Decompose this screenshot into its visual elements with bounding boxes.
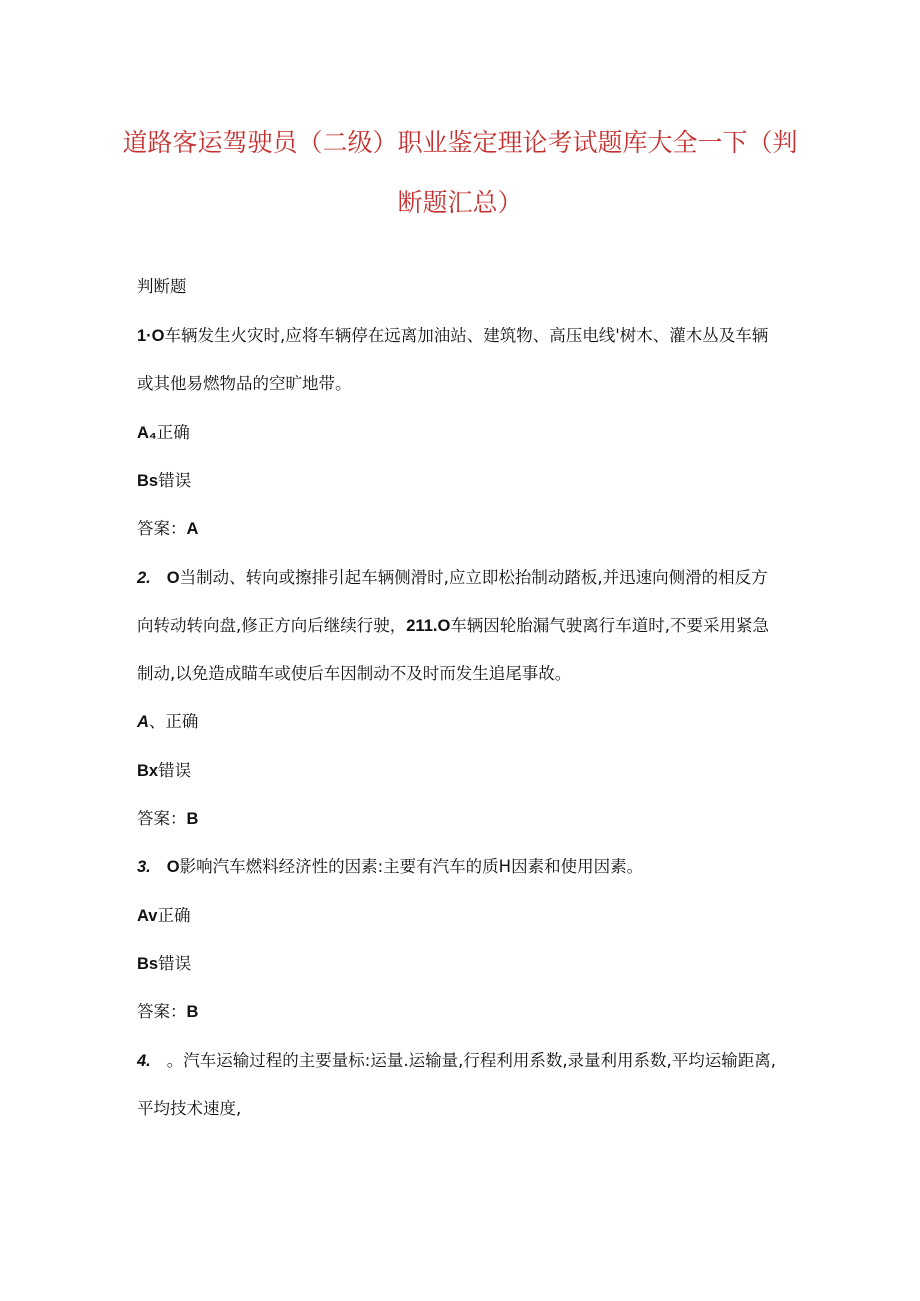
document-title-line-2: 断题汇总）: [397, 188, 523, 217]
question-3-option-a: [137, 905, 190, 927]
answer-label: 答案：: [137, 809, 187, 828]
question-1-option-b: [137, 470, 191, 492]
question-2-line-2: [137, 615, 769, 637]
option-a-text: 正确: [157, 906, 191, 925]
option-a-text: 正确: [156, 423, 190, 442]
question-2-line-1: [137, 567, 768, 589]
answer-value: B: [186, 1003, 199, 1021]
question-3-option-b: [137, 953, 191, 975]
question-2-inline-number: 211.O: [406, 617, 451, 635]
answer-value: B: [186, 810, 199, 828]
question-1-option-a: [137, 422, 190, 444]
document-title-line-1: 道路客运驾驶员（二级）职业鉴定理论考试题库大全一下（判: [122, 128, 798, 157]
question-2-text-a: 向转动转向盘,修正方向后继续行驶，: [137, 616, 407, 635]
question-4-lead: 。: [166, 1051, 184, 1070]
question-1-line-1: [137, 325, 768, 347]
option-a-prefix: A: [137, 713, 149, 731]
question-3-lead: O: [166, 858, 180, 876]
question-2-answer: [137, 808, 198, 830]
question-4-line-2: 平均技术速度,: [137, 1099, 242, 1118]
question-2-number: 2.: [137, 569, 151, 587]
question-2-text-b: 车辆因轮胎漏气驶离行车道时,不要采用紧急: [450, 616, 770, 635]
question-2-lead: O: [166, 569, 180, 587]
option-b-text: 错误: [158, 954, 192, 973]
option-a-prefix: A₄: [137, 424, 157, 442]
question-4-number: 4.: [137, 1052, 151, 1070]
question-2-option-a: [137, 711, 198, 733]
option-b-text: 错误: [158, 471, 192, 490]
question-2-option-b: [137, 760, 191, 782]
answer-value: A: [186, 520, 199, 538]
option-b-prefix: Bx: [137, 762, 159, 780]
question-1-answer: [137, 518, 198, 540]
question-1-number: 1·O: [137, 327, 165, 345]
option-b-prefix: Bs: [137, 955, 159, 973]
question-4-line-1: [137, 1050, 776, 1072]
option-b-prefix: Bs: [137, 472, 159, 490]
option-a-prefix: Av: [137, 907, 158, 925]
option-a-text: 、正确: [148, 712, 199, 731]
question-3-line-1: [137, 856, 643, 878]
question-1-line-2: 或其他易燃物品的空旷地带。: [137, 374, 352, 393]
question-1-text: 车辆发生火灾时,应将车辆停在远离加油站、建筑物、高压电线'树木、灌木丛及车辆: [164, 326, 769, 345]
answer-label: 答案：: [137, 1002, 187, 1021]
question-2-text: 当制动、转向或擦排引起车辆侧滑时,应立即松抬制动踏板,并迅速向侧滑的相反方: [179, 568, 768, 587]
section-heading: 判断题: [137, 277, 187, 296]
question-2-line-3: 制动,以免造成瞄车或使后车因制动不及时而发生追尾事故。: [137, 664, 572, 683]
question-3-number: 3.: [137, 858, 151, 876]
question-3-answer: [137, 1001, 198, 1023]
question-4-text: 汽车运输过程的主要量标:运量.运输量,行程利用系数,录量利用系数,平均运输距离,: [183, 1051, 777, 1070]
option-b-text: 错误: [158, 761, 192, 780]
answer-label: 答案：: [137, 519, 187, 538]
question-3-text: 影响汽车燃料经济性的因素:主要有汽车的质H因素和使用因素。: [179, 857, 644, 876]
